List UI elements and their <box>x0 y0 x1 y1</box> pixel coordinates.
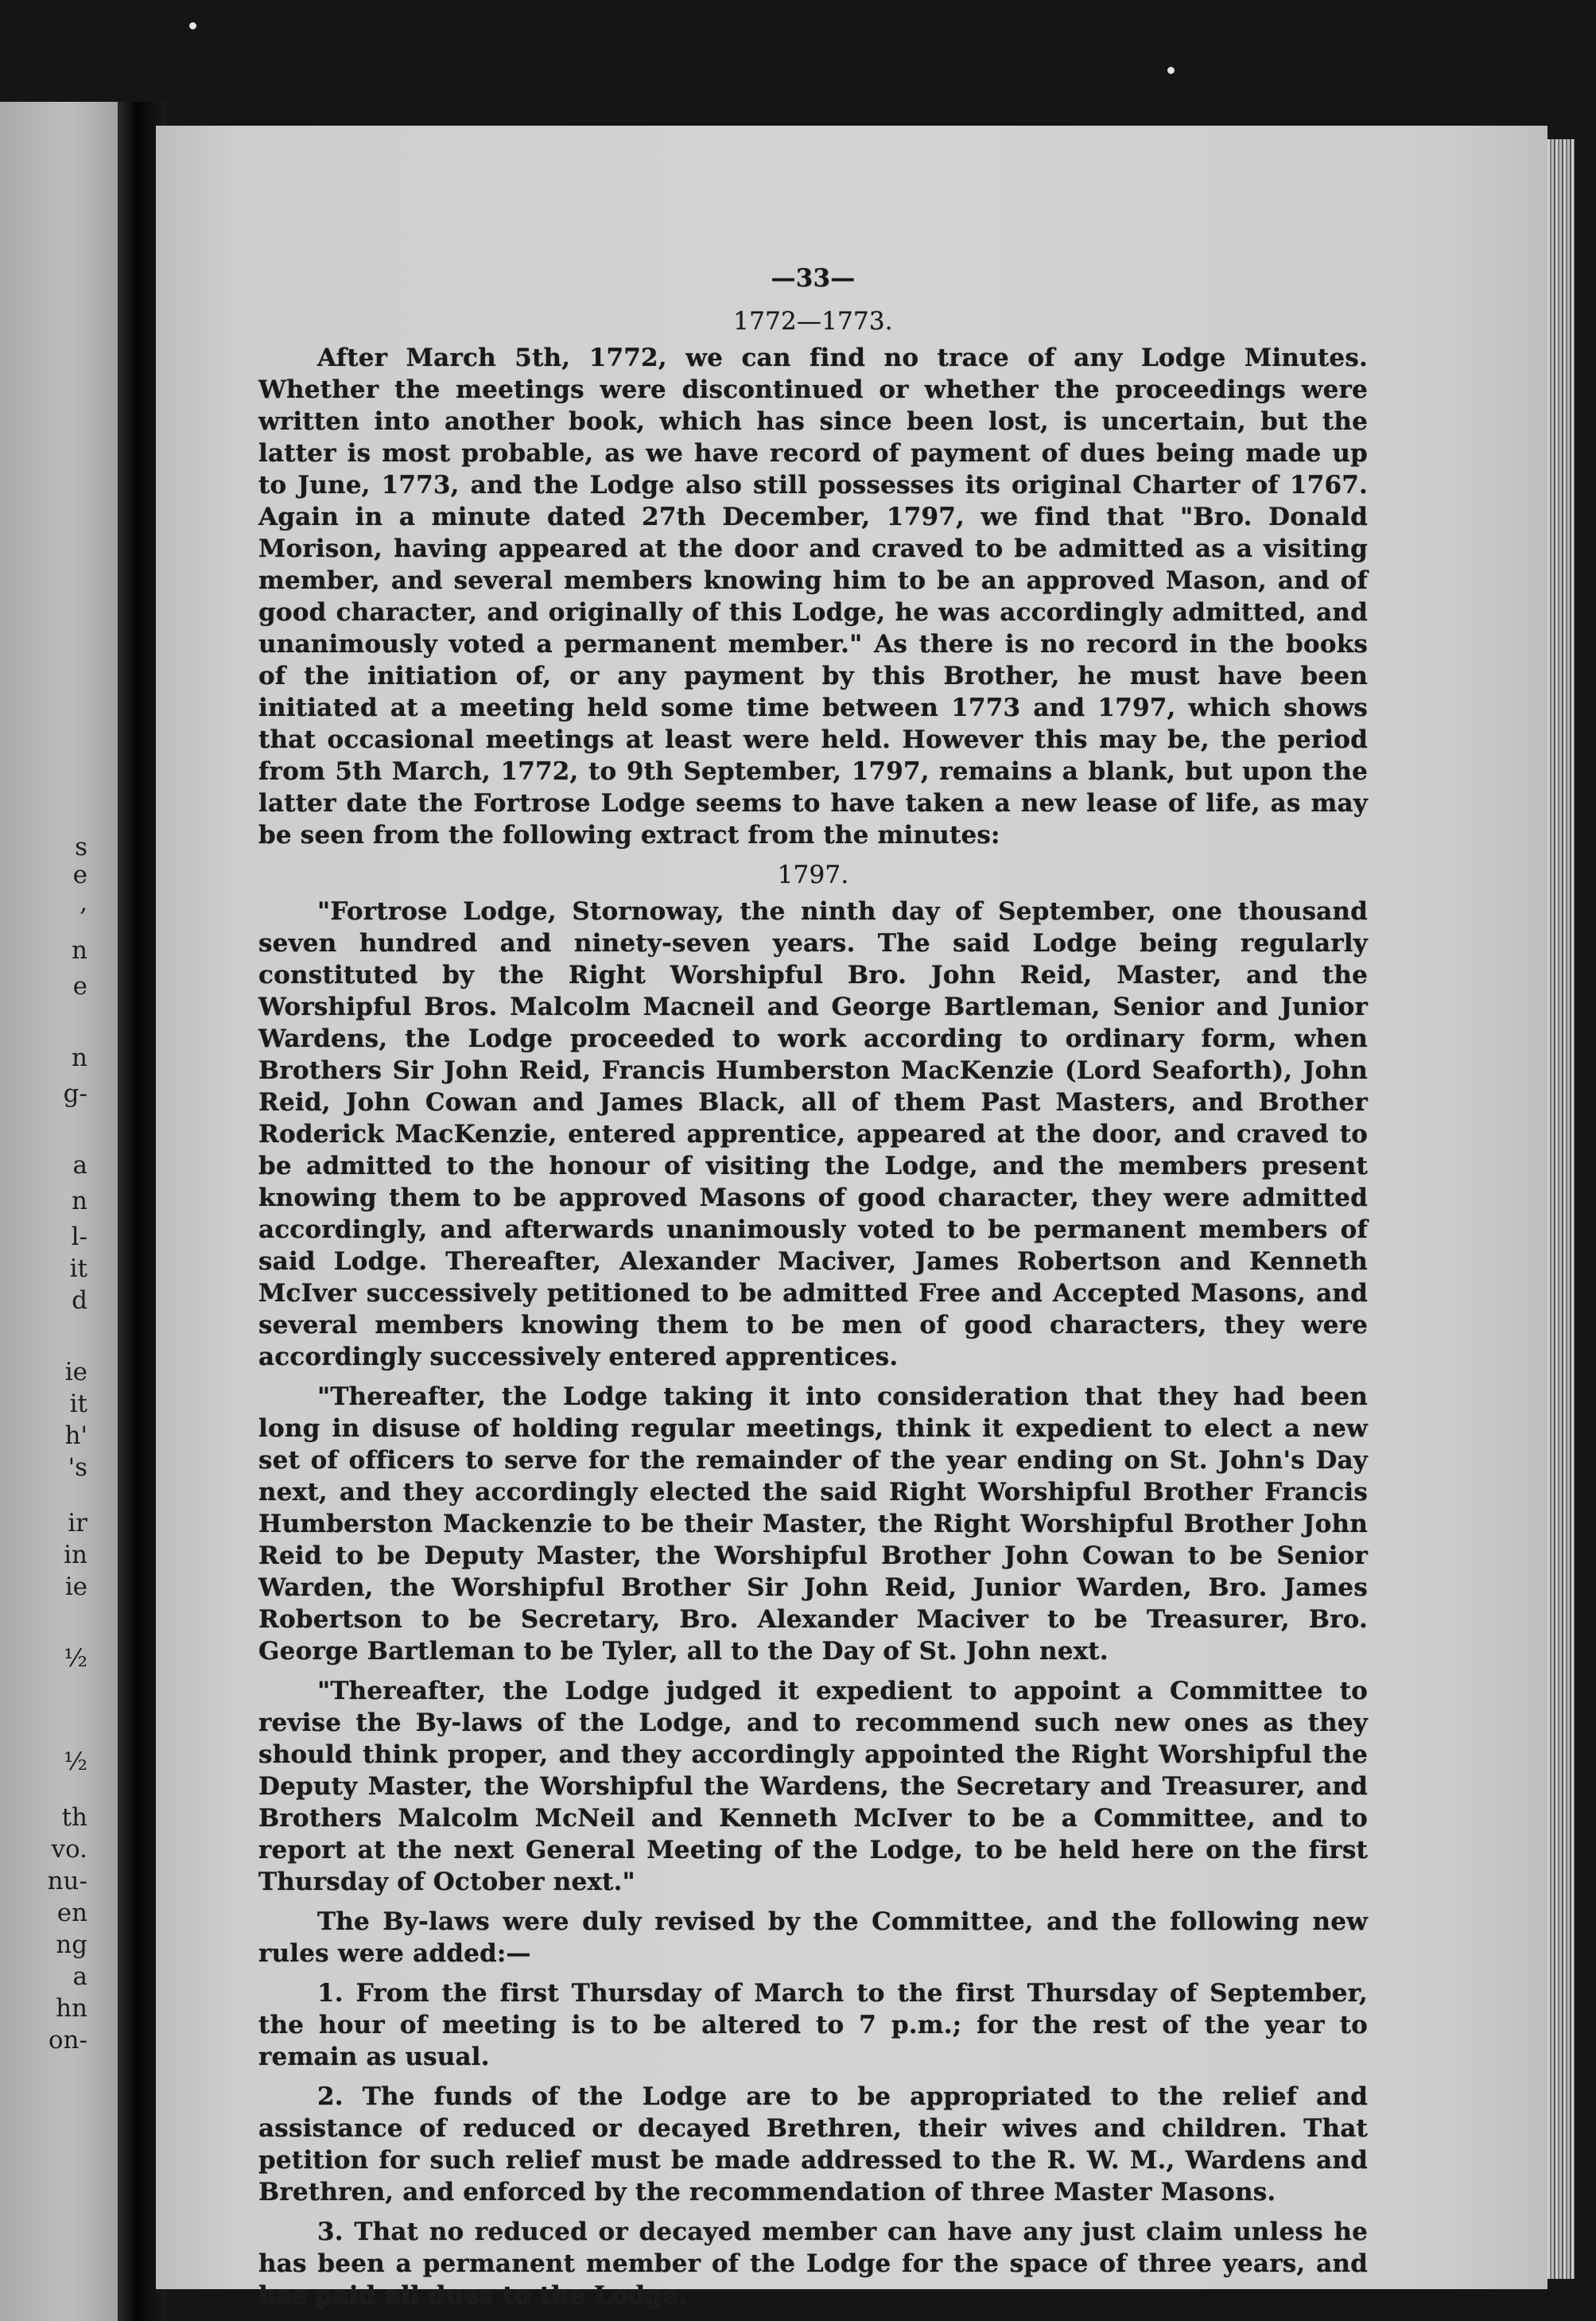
fragment: , <box>80 888 87 917</box>
paragraph-bylaws: The By-laws were duly revised by the Committee, and the following new rules were added:— <box>258 1907 1368 1968</box>
fragment: s <box>75 833 87 861</box>
fragment: a <box>72 1151 87 1180</box>
fragment: ½ <box>63 1748 87 1776</box>
fragment: hn <box>56 1994 87 2023</box>
paragraph-minute-3: "Thereafter, the Lodge judged it expedient to appoint a Committee to revise the By-laws of the Lodge, and to recommend such new ones as they should think proper, and they accordingly appointed the Right Worshipful the Deputy Master, the Worshipful the Wardens, the Secretary and Treasurer, and Brothers Malcolm McNeil and Kenneth McIver to be a Committee, and to report at the next General Meeting of the Lodge, to be held here on the first Thursday of October next." <box>258 1677 1368 1896</box>
rule-1: 1. From the first Thursday of March to the first Thursday of September, the hour of meeting is to be altered to 7 p.m.; for the rest of the year to remain as usual. <box>258 1979 1368 2071</box>
fragment: in <box>64 1541 87 1569</box>
fragment: vo. <box>51 1835 87 1864</box>
paragraph-intro: After March 5th, 1772, we can find no trace of any Lodge Minutes. Whether the meetings were discontinued or whether the proceedings were written into another book, which has since been lost, is uncertain, but the latter is most probable, as we have record of payment of dues being made up to June, 1773, and the Lodge also still possesses its original Charter of 1767. Again in a minute dated 27th December, 1797, we find that "Bro. Donald Morison, having appeared at the door and craved to be admitted as a visiting member, and several members knowing him to be an approved Mason, and of good character, and originally of this Lodge, he was accordingly admitted, and unanimously voted a permanent member." As there is no record in the books of the initiation of, or any payment by this Brother, he must have been initiated at a meeting held some time between 1773 and 1797, which shows that occasional meetings at least were held. However this may be, the period from 5th March, 1772, to 9th September, 1797, remains a blank, but upon the latter date the Fortrose Lodge seems to have taken a new lease of life, as may be seen from the following extract from the minutes: <box>258 344 1368 849</box>
fragment: on- <box>48 2026 87 2055</box>
fragment: th <box>61 1803 87 1832</box>
fragment: ng <box>56 1930 87 1959</box>
fragment: nu- <box>47 1867 87 1895</box>
fragment: a <box>72 1962 87 1991</box>
section-heading-1772: 1772—1773. <box>733 307 893 336</box>
page-number: —33— <box>771 264 856 293</box>
paragraph-minute-1: "Fortrose Lodge, Stornoway, the ninth day of September, one thousand seven hundred and ninety-seven years. The said Lodge being regularly constituted by the Right Worshipful Bro. John Reid, Master, and the Worshipful Bros. Malcolm Macneil and George Bartleman, Senior and Junior Wardens, the Lodge proceeded to work according to ordinary form, when Brothers Sir John Reid, Francis Humberston MacKenzie (Lord Seaforth), John Reid, John Cowan and James Black, all of them Past Masters, and Brother Roderick MacKenzie, entered apprentice, appeared at the door, and craved to be admitted to the honour of visiting the Lodge, and the members present knowing them to be approved Masons of good character, they were admitted accordingly, and afterwards unanimously voted to be permanent members of said Lodge. Thereafter, Alexander Maciver, James Robertson and Kenneth McIver successively petitioned to be admitted Free and Accepted Masons, and several members knowing them to be men of good characters, they were accordingly successively entered apprentices. <box>258 897 1368 1371</box>
paragraph-minute-2: "Thereafter, the Lodge taking it into consideration that they had been long in disuse of holding regular meetings, think it expedient to elect a new set of officers to serve for the remainder of the year ending on St. John's Day next, and they accordingly elected the said Right Worshipful Brother Francis Humberston Mackenzie to be their Master, the Right Worshipful Brother John Reid to be Deputy Master, the Worshipful Brother John Cowan to be Senior Warden, the Worshipful Brother Sir John Reid, Junior Warden, Bro. James Robertson to be Secretary, Bro. Alexander Maciver to be Treasurer, Bro. George Bartleman to be Tyler, all to the Day of St. John next. <box>258 1382 1368 1666</box>
fragment: d <box>72 1286 87 1315</box>
fragment: en <box>56 1899 87 1927</box>
fragment: e <box>72 861 87 889</box>
fragment: l- <box>71 1223 87 1251</box>
fragment: n <box>72 1187 87 1215</box>
fragment: 's <box>68 1453 87 1482</box>
left-page-fragments <box>0 811 95 2164</box>
fragment: n <box>72 1044 87 1072</box>
page-text <box>258 262 1368 2319</box>
rule-3: 3. That no reduced or decayed member can have any just claim unless he has been a permanent member of the Lodge for the space of three years, and has paid all dues to the Lodge. <box>258 2218 1368 2310</box>
fragment: e <box>72 972 87 1001</box>
fragment: ie <box>64 1358 87 1386</box>
page-edges <box>1547 139 1575 2279</box>
fragment: n <box>72 936 87 965</box>
fragment: g- <box>63 1079 87 1108</box>
fragment: ie <box>64 1573 87 1601</box>
scan-mark <box>189 22 196 29</box>
fragment: h' <box>64 1421 87 1450</box>
fragment: it <box>69 1254 87 1283</box>
fragment: ½ <box>63 1644 87 1673</box>
rule-2: 2. The funds of the Lodge are to be appropriated to the relief and assistance of reduced or decayed Brethren, their wives and children. That petition for such relief must be made addressed to the R. W. M., Wardens and Brethren, and enforced by the recommendation of three Master Masons. <box>258 2082 1368 2206</box>
section-heading-1797: 1797. <box>777 861 849 889</box>
fragment: it <box>69 1390 87 1418</box>
fragment: ir <box>68 1509 87 1538</box>
scan-mark <box>1167 67 1175 74</box>
